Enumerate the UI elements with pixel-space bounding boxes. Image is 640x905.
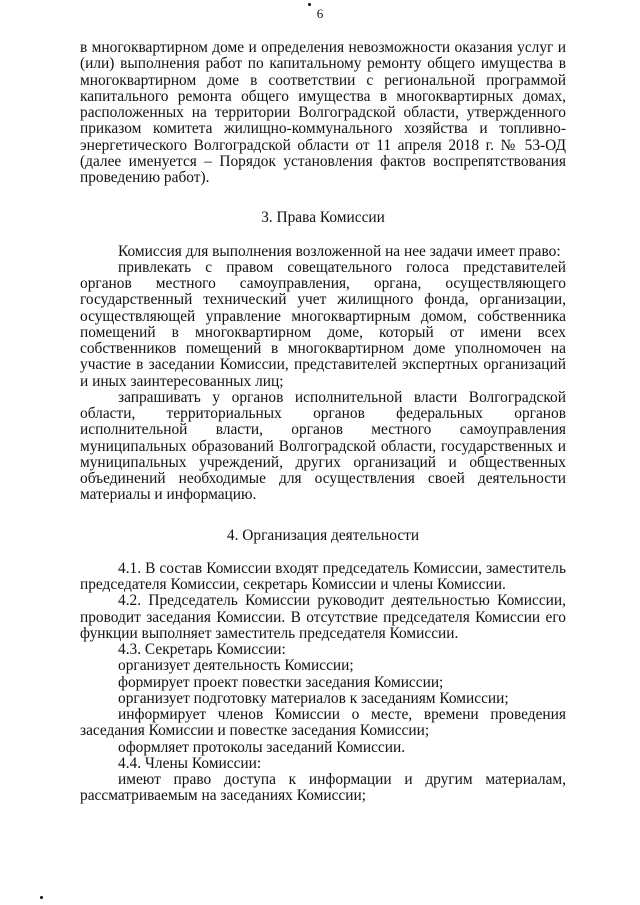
scan-speck-bottom xyxy=(40,896,43,899)
list-item: формирует проект повестки заседания Комиссии; xyxy=(118,673,444,691)
list-item: организует подготовку материалов к заседаниям Комиссии; xyxy=(118,689,509,707)
section-heading-4: 4. Организация деятельности xyxy=(226,526,420,544)
document-body xyxy=(80,40,566,805)
paragraph-4-2: 4.2. Председатель Комиссии руководит деятельностью Комиссии, проводит заседания Комиссии. В отсутствие председателя Комиссии его функции выполняет заместитель председателя Комиссии. xyxy=(80,592,566,642)
paragraph-rights-intro: Комиссия для выполнения возложенной на нее задачи имеет право: xyxy=(118,242,561,260)
paragraph-right-involve: привлекать с правом совещательного голоса представителей органов местного самоуправления, органа, осуществляющего государственный технический учет жилищного фонда, организации, осуществляющей управление многоквартирным домом, собственника помещений в многоквартирном доме, который от имени всех собственников помещений в многоквартирном доме уполномочен на участие в заседании Комиссии, представителей экспертных организаций и иных заинтересованных лиц; xyxy=(80,258,566,390)
list-item: оформляет протоколы заседаний Комиссии. xyxy=(118,738,406,756)
spacer xyxy=(80,227,566,244)
page-number: 6 xyxy=(316,6,324,21)
list-item: имеют право доступа к информации и другим материалам, рассматриваемым на заседаниях Комиссии; xyxy=(80,771,566,805)
paragraph-4-3: 4.3. Секретарь Комиссии: xyxy=(118,641,286,658)
paragraph-4-4: 4.4. Члены Комиссии: xyxy=(118,754,262,772)
spacer xyxy=(80,186,566,210)
paragraph-continuation: в многоквартирном доме и определения невозможности оказания услуг и (или) выполнения работ по капитальному ремонту общего имущества в многоквартирном доме в соответствии с региональной программой капитального ремонта общего имущества в многоквартирных домах, расположенных на территории Волгоградской области, утвержденного приказом комитета жилищно-коммунального хозяйства и топливно-энергетического Волгоградской области от 11 апреля 2018 г. № 53-ОД (далее именуется – Порядок установления фактов воспрепятствования проведению работ). xyxy=(80,39,566,186)
paragraph-right-request: запрашивать у органов исполнительной власти Волгоградской области, территориальных органов федеральных органов исполнительной власти, органов местного самоуправления муниципальных образований Волгоградской области, государственных и муниципальных учреждений, других организаций и общественных объединений необходимые для осуществления своей деятельности материалы и информацию. xyxy=(80,388,566,504)
spacer xyxy=(80,544,566,561)
spacer xyxy=(80,504,566,528)
paragraph-4-1: 4.1. В состав Комиссии входят председатель Комиссии, заместитель председателя Комиссии, секретарь Комиссии и члены Комиссии. xyxy=(80,559,566,593)
list-item: организует деятельность Комиссии; xyxy=(118,657,354,675)
list-item: информирует членов Комиссии о месте, времени проведения заседания Комиссии и повестке заседания Комиссии; xyxy=(80,706,566,740)
section-heading-3: 3. Права Комиссии xyxy=(261,209,385,227)
